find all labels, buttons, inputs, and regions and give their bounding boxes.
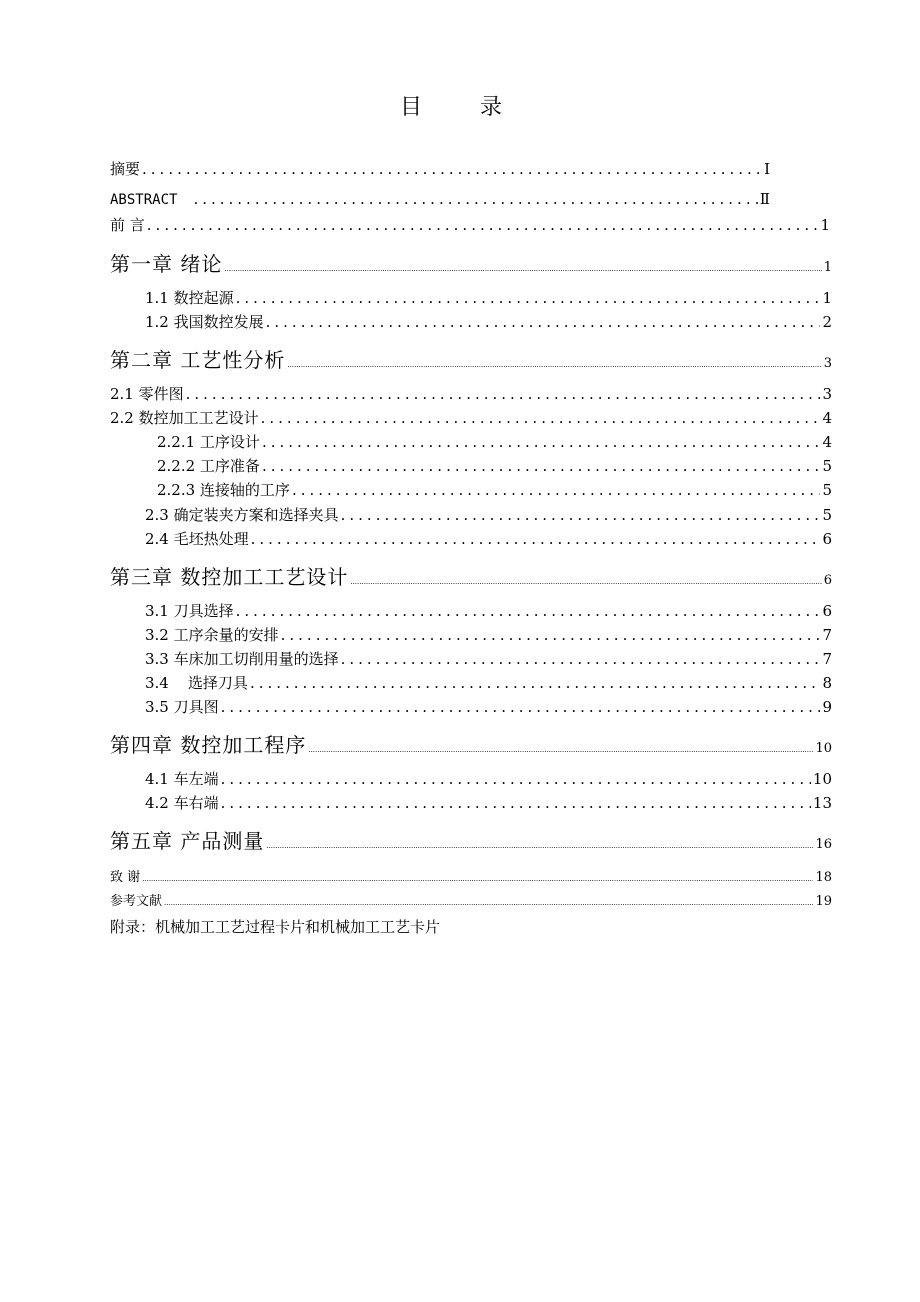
toc-chapter-5[interactable] (110, 825, 832, 854)
toc-title: 目 录 (399, 95, 520, 120)
toc-entry-page: 10 (815, 741, 832, 756)
toc-entry-page: 9 (822, 698, 832, 716)
toc-entry-label: 2.1 零件图 (110, 385, 184, 403)
toc-entry-label: 1.1 数控起源 (145, 289, 234, 307)
toc-entry-label: 3.3 车床加工切削用量的选择 (145, 650, 339, 668)
toc-entry-label: 3.5 刀具图 (145, 698, 219, 716)
toc-entry-page: 13 (812, 794, 832, 812)
toc-entry-page: 6 (822, 602, 832, 620)
toc-entry-page: 7 (822, 650, 832, 668)
toc-entry-label: 2.4 毛坯热处理 (145, 530, 249, 548)
toc-entry-4-1[interactable] (145, 768, 832, 789)
toc-entry-label: 2.2.1 工序设计 (157, 433, 260, 451)
toc-entry-2-2-1[interactable] (157, 431, 832, 452)
toc-entry-abstract-en[interactable] (110, 190, 770, 208)
toc-chapter-2[interactable] (110, 344, 832, 373)
toc-leader (236, 289, 821, 307)
toc-leader (281, 626, 821, 644)
toc-leader (261, 409, 821, 427)
toc-entry-1-1[interactable] (145, 287, 832, 308)
toc-entry-label: 4.2 车右端 (145, 794, 219, 812)
toc-entry-acknowledgements[interactable] (110, 866, 832, 885)
toc-leader (193, 190, 757, 208)
toc-leader (292, 481, 821, 499)
toc-entry-page: Ⅱ (759, 190, 770, 208)
toc-leader (186, 385, 821, 403)
toc-entry-page: 4 (822, 409, 832, 427)
toc-entry-page: 1 (820, 216, 830, 234)
toc-entry-label: 致 谢 (110, 870, 141, 885)
toc-entry-page: 3 (822, 385, 832, 403)
toc-leader (142, 875, 813, 883)
toc-entry-label: 第三章 数控加工工艺设计 (110, 565, 349, 589)
toc-leader (147, 216, 819, 234)
toc-entry-4-2[interactable] (145, 792, 832, 813)
toc-entry-references[interactable] (110, 890, 832, 909)
toc-entry-page: 16 (815, 837, 832, 852)
toc-entry-2-2-3[interactable] (157, 479, 832, 500)
toc-leader (236, 602, 821, 620)
toc-entry-abstract-cn[interactable] (110, 158, 770, 179)
toc-entry-2-3[interactable] (145, 504, 832, 525)
toc-appendix: 附录：机械加工工艺过程卡片和机械加工工艺卡片 (110, 918, 441, 936)
toc-leader (221, 770, 811, 788)
toc-leader (221, 794, 811, 812)
toc-leader (250, 674, 821, 692)
toc-entry-label: 前 言 (110, 216, 145, 234)
toc-entry-label: 3.2 工序余量的安排 (145, 626, 279, 644)
toc-entry-label: 2.2.2 工序准备 (157, 457, 260, 475)
toc-entry-page: 10 (812, 770, 832, 788)
toc-leader (221, 698, 821, 716)
toc-entry-1-2[interactable] (145, 311, 832, 332)
toc-entry-2-1[interactable] (110, 383, 832, 404)
toc-chapter-4[interactable] (110, 729, 832, 758)
toc-entry-page: 8 (822, 674, 832, 692)
toc-entry-3-5[interactable] (145, 696, 832, 717)
toc-entry-3-4[interactable] (145, 672, 832, 693)
toc-entry-label: 4.1 车左端 (145, 770, 219, 788)
toc-entry-page: 1 (822, 289, 832, 307)
toc-entry-label: 3.1 刀具选择 (145, 602, 234, 620)
toc-entry-page: 6 (822, 530, 832, 548)
toc-leader (164, 899, 813, 907)
toc-leader (142, 160, 762, 178)
toc-entry-label: 参考文献 (110, 894, 163, 909)
toc-entry-label: 3.4 选择刀具 (145, 674, 248, 692)
toc-entry-label: 1.2 我国数控发展 (145, 313, 264, 331)
toc-chapter-1[interactable] (110, 248, 832, 277)
toc-leader (224, 265, 821, 273)
toc-entry-label: 第四章 数控加工程序 (110, 733, 307, 757)
toc-leader (262, 457, 821, 475)
toc-entry-label: 2.3 确定装夹方案和选择夹具 (145, 506, 339, 524)
toc-leader (262, 433, 821, 451)
toc-entry-preface[interactable] (110, 214, 830, 235)
toc-entry-page: 18 (815, 870, 832, 885)
toc-entry-label: 第一章 绪论 (110, 252, 223, 276)
toc-entry-page: 4 (822, 433, 832, 451)
toc-entry-page: Ⅰ (764, 160, 770, 178)
toc-entry-page: 7 (822, 626, 832, 644)
toc-entry-label: 2.2 数控加工工艺设计 (110, 409, 259, 427)
toc-entry-page: 1 (823, 260, 832, 275)
toc-chapter-3[interactable] (110, 561, 832, 590)
toc-entry-page: 5 (822, 506, 832, 524)
toc-entry-page: 6 (823, 573, 832, 588)
toc-entry-page: 5 (822, 457, 832, 475)
toc-leader (251, 530, 821, 548)
toc-entry-label: 第五章 产品测量 (110, 829, 265, 853)
toc-entry-3-3[interactable] (145, 648, 832, 669)
toc-entry-2-4[interactable] (145, 528, 832, 549)
toc-entry-label: 2.2.3 连接轴的工序 (157, 481, 290, 499)
toc-leader (308, 746, 813, 754)
toc-leader (341, 650, 821, 668)
toc-entry-3-2[interactable] (145, 624, 832, 645)
toc-entry-page: 2 (822, 313, 832, 331)
toc-entry-label: ABSTRACT (110, 192, 178, 208)
toc-leader (287, 361, 821, 369)
toc-entry-3-1[interactable] (145, 600, 832, 621)
toc-leader (341, 506, 821, 524)
toc-entry-2-2[interactable] (110, 407, 832, 428)
toc-entry-page: 3 (823, 356, 832, 371)
toc-leader (266, 842, 813, 850)
toc-leader (350, 578, 821, 586)
toc-entry-2-2-2[interactable] (157, 455, 832, 476)
toc-entry-page: 19 (815, 894, 832, 909)
toc-entry-label: 第二章 工艺性分析 (110, 348, 286, 372)
toc-entry-page: 5 (822, 481, 832, 499)
toc-leader (266, 313, 821, 331)
toc-entry-label: 摘要 (110, 160, 141, 178)
